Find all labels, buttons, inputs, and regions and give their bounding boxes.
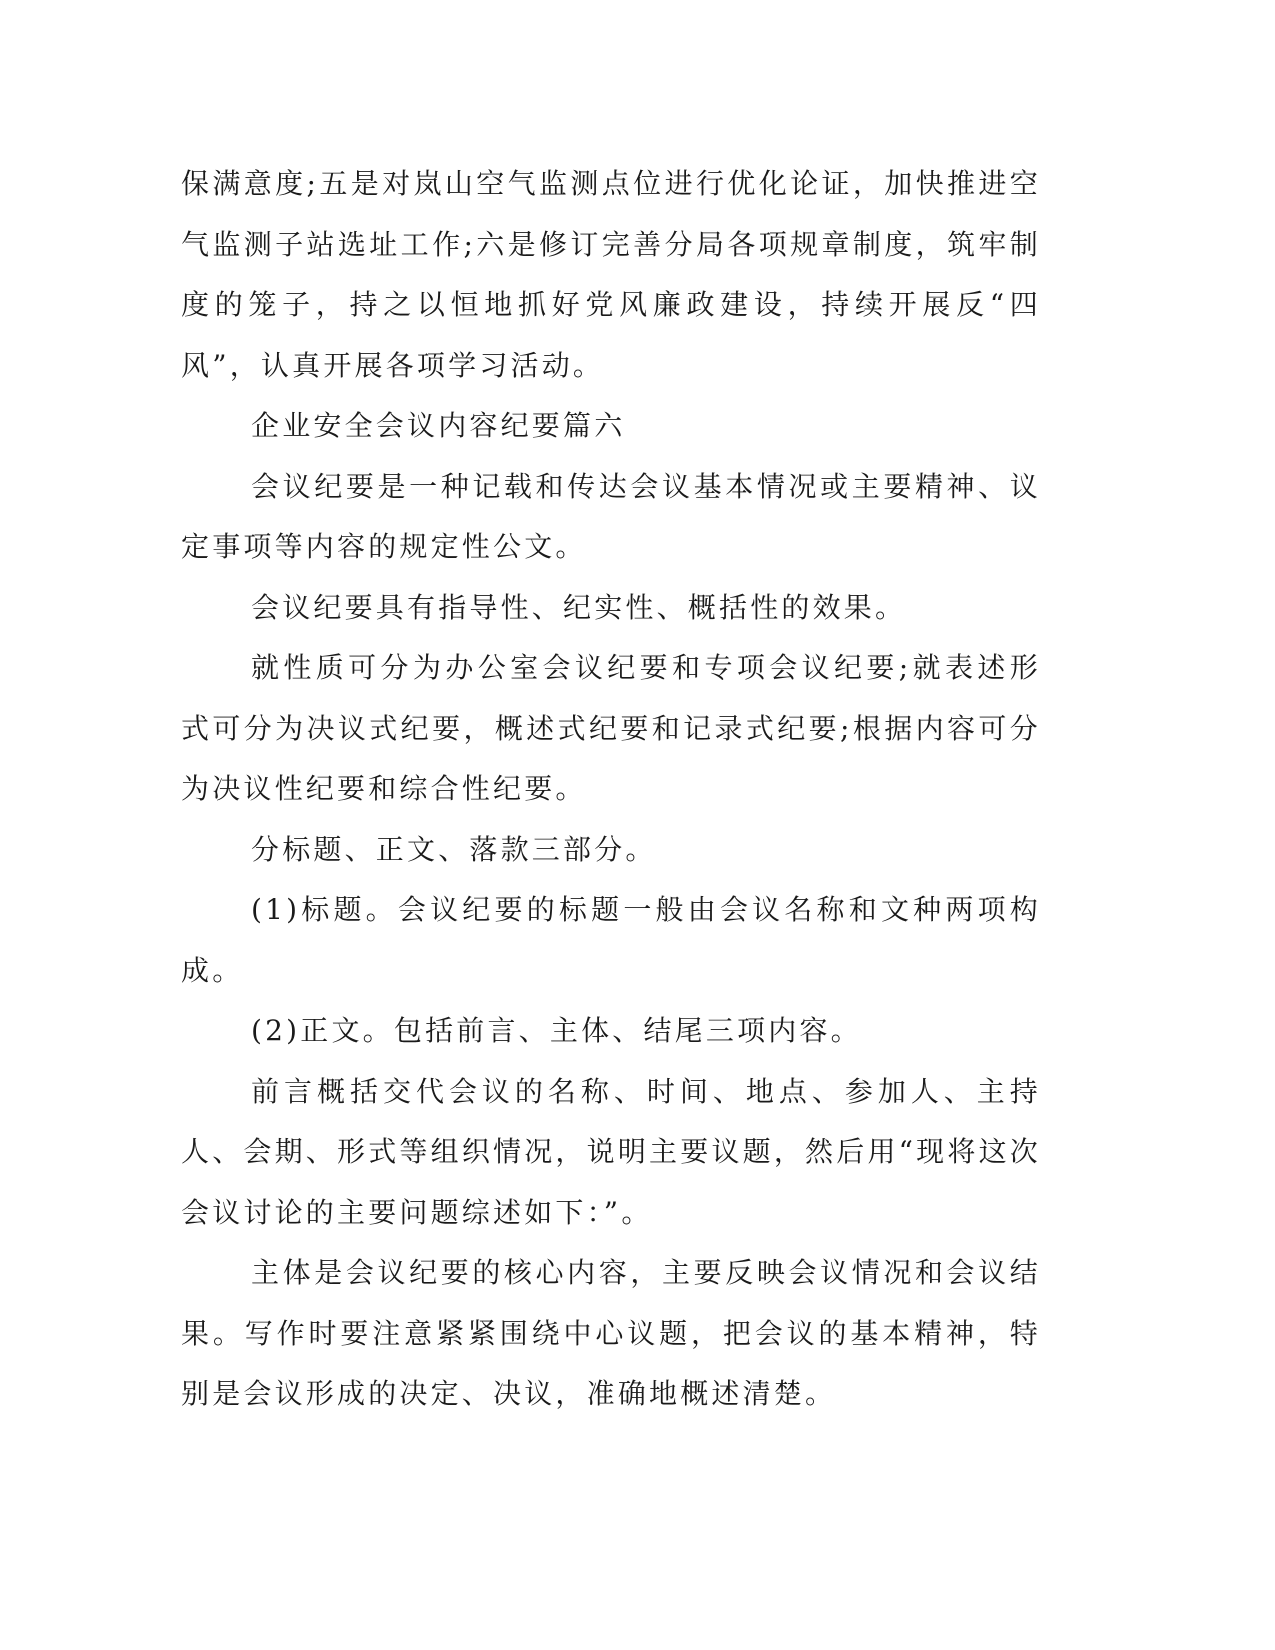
section-heading: 企业安全会议内容纪要篇六	[251, 409, 626, 442]
paragraph: 分标题、正文、落款三部分。	[251, 832, 657, 866]
paragraph: 前言概括交代会议的名称、时间、地点、参加人、主持人、会期、形式等组织情况，说明主要议题，然后用“现将这次会议讨论的主要问题综述如下：”。	[181, 1074, 1041, 1229]
paragraph: 就性质可分为办公室会议纪要和专项会议纪要;就表述形式可分为决议式纪要，概述式纪要和记录式纪要;根据内容可分为决议性纪要和综合性纪要。	[181, 651, 1041, 805]
paragraph: 会议纪要是一种记载和传达会议基本情况或主要精神、议定事项等内容的规定性公文。	[181, 469, 1041, 563]
paragraph: 会议纪要具有指导性、纪实性、概括性的效果。	[251, 590, 907, 624]
paragraph: (1)标题。会议纪要的标题一般由会议名称和文种两项构成。	[181, 893, 1041, 987]
document-body	[181, 154, 1041, 1425]
paragraph-continuation: 保满意度;五是对岚山空气监测点位进行优化论证，加快推进空气监测子站选址工作;六是修订完善分局各项规章制度，筑牢制度的笼子，持之以恒地抓好党风廉政建设，持续开展反“四风”，认真开展各项学习活动。	[181, 167, 1041, 382]
paragraph: 主体是会议纪要的核心内容，主要反映会议情况和会议结果。写作时要注意紧紧围绕中心议题，把会议的基本精神，特别是会议形成的决定、决议，准确地概述清楚。	[181, 1256, 1041, 1410]
paragraph: (2)正文。包括前言、主体、结尾三项内容。	[251, 1014, 862, 1047]
